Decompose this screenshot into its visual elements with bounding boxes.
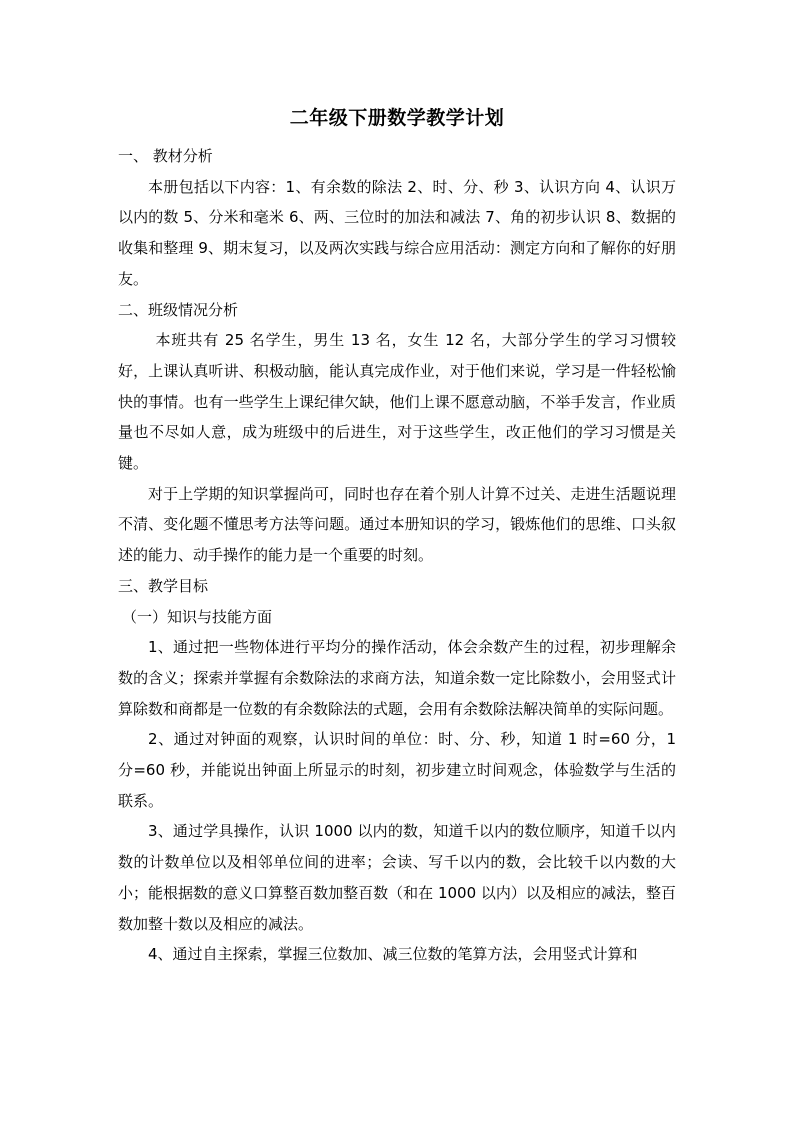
paragraph-goal-3: 3、通过学具操作，认识 1000 以内的数，知道千以内的数位顺序，知道千以内数的计数单位以及相邻单位间的进率；会读、写千以内的数，会比较千以内数的大小；能根据数的意义口算整百数加整百数（和在 1000 以内）以及相应的减法，整百数加整十数以及相应的减法。 (118, 822, 676, 933)
paragraph-textbook-contents: 本册包括以下内容：1、有余数的除法 2、时、分、秒 3、认识方向 4、认识万以内的数 5、分米和毫米 6、两、三位时的加法和减法 7、角的初步认识 8、数据的收集和整理 9、期末复习，以及两次实践与综合应用活动：测定方向和了解你的好朋友。 (118, 177, 676, 288)
document-title: 二年级下册数学教学计划 (289, 107, 505, 129)
paragraph-knowledge-status: 对于上学期的知识掌握尚可，同时也存在着个别人计算不过关、走进生活题说理不清、变化题不懂思考方法等问题。通过本册知识的学习，锻炼他们的思维、口头叙述的能力、动手操作的能力是一个重要的时刻。 (118, 484, 676, 565)
section-heading-class-analysis: 二、班级情况分析 (118, 300, 239, 319)
section-heading-teaching-goals: 三、教学目标 (118, 576, 209, 595)
subsection-heading-knowledge-skills: （一）知识与技能方面 (122, 607, 273, 626)
section-heading-textbook-analysis: 一、 教材分析 (118, 147, 213, 165)
paragraph-goal-4: 4、通过自主探索，掌握三位数加、减三位数的笔算方法，会用竖式计算和 (148, 945, 638, 964)
paragraph-goal-2: 2、通过对钟面的观察，认识时间的单位：时、分、秒，知道 1 时=60 分，1 分=60 秒，并能说出钟面上所显示的时刻，初步建立时间观念，体验数学与生活的联系。 (118, 730, 676, 810)
paragraph-goal-1: 1、通过把一些物体进行平均分的操作活动，体会余数产生的过程，初步理解余数的含义；探索并掌握有余数除法的求商方法，知道余数一定比除数小，会用竖式计算除数和商都是一位数的有余数除法的式题，会用有余数除法解决简单的实际问题。 (118, 638, 676, 718)
document-body (118, 141, 676, 970)
paragraph-class-overview: 本班共有 25 名学生，男生 13 名，女生 12 名，大部分学生的学习习惯较好，上课认真听讲、积极动脑，能认真完成作业，对于他们来说，学习是一件轻松愉快的事情。也有一些学生上课纪律欠缺，他们上课不愿意动脑，不举手发言，作业质量也不尽如人意，成为班级中的后进生，对于这些学生，改正他们的学习习惯是关键。 (118, 331, 676, 473)
